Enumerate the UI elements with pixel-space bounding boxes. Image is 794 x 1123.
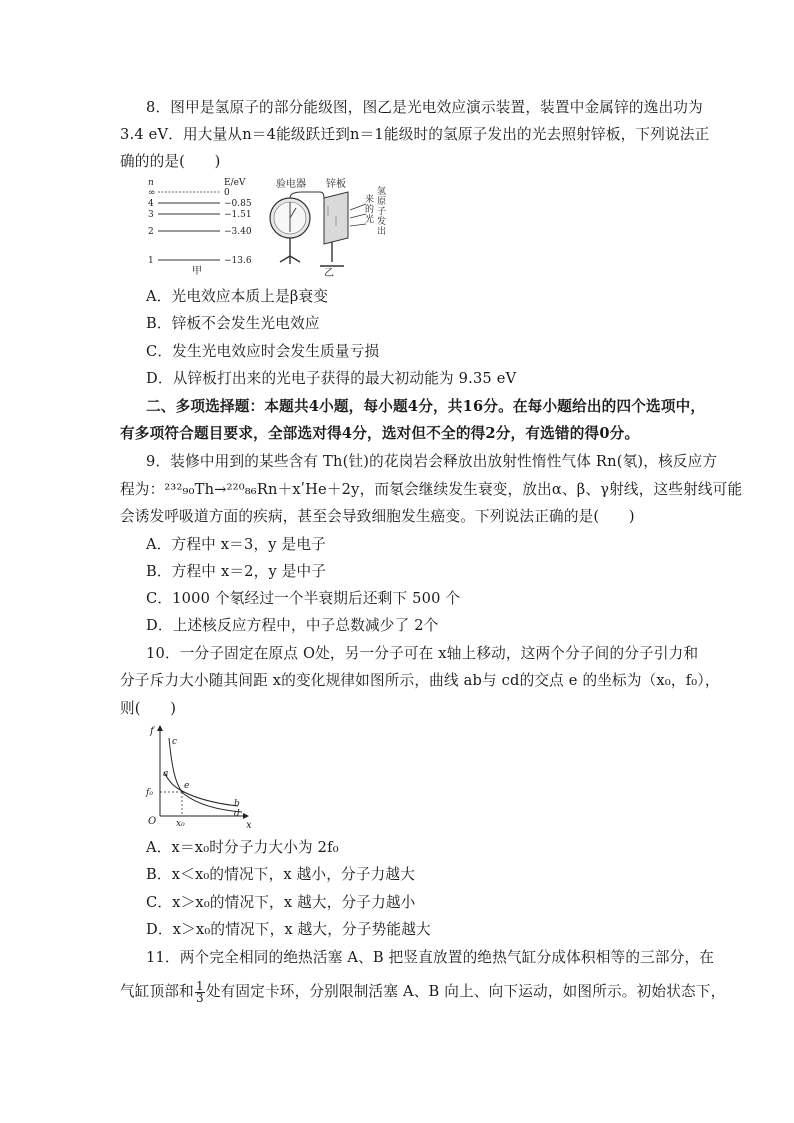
level-n-3: 3 [148,210,154,220]
q9-option-b: B．方程中 x＝2，y 是中子 [146,563,327,580]
level-e-4: −0.85 [224,199,252,209]
zinc-plate-label: 锌板 [326,179,346,190]
curve-cd [169,738,242,812]
n-axis-label: n [148,178,154,188]
level-n-2: 2 [148,227,154,237]
molecular-force-graph [142,720,254,830]
q8-stem-line2: 3.4 eV．用大量从n＝4能级跃迁到n＝1能级时的氢原子发出的光去照射锌板，下列说法正 [120,126,710,143]
light-label-1c: 光 [365,215,375,225]
q10-stem-line1: 10．一分子固定在原点 O处，另一分子可在 x轴上移动，这两个分子间的分子引力和 [146,645,699,662]
fig-jia-caption: 甲 [192,266,202,276]
label-e: e [184,781,190,791]
electroscope-label: 验电器 [276,179,306,190]
q11-stem-line2 [120,980,725,1004]
q8-option-a: A．光电效应本质上是β衰变 [146,288,329,305]
q8-stem-line1: 8．图甲是氢原子的部分能级图，图乙是光电效应演示装置，装置中金属锌的逸出功为 [146,99,703,116]
fraction-one-third [195,978,205,1005]
q10-option-d: D．x＞x₀的情况下，x 越大，分子势能越大 [146,921,431,938]
q9-option-c: C．1000 个氡经过一个半衰期后还剩下 500 个 [146,590,461,607]
q8-option-c: C．发生光电效应时会发生质量亏损 [146,343,380,360]
q11-line2-pre: 气缸顶部和 [120,983,194,1000]
level-e-3: −1.51 [224,210,252,220]
level-n-1: 1 [148,256,154,266]
label-c: c [172,737,178,747]
photoelectric-apparatus [262,176,392,278]
q9-option-a: A．方程中 x＝3，y 是电子 [146,536,326,553]
label-x0: x₀ [176,819,185,829]
q8-stem-line3: 确的的是( ) [120,153,221,170]
section2-line2: 有多项符合题目要求，全部选对得4分，选对但不全的得2分，有选错的得0分。 [120,425,640,442]
level-e-inf: 0 [224,188,230,198]
y-axis-label: f [150,726,154,737]
light-label-2c: 子 [377,207,387,217]
level-n-4: 4 [148,199,154,209]
fraction-numerator: 1 [195,978,204,993]
x-axis-label: x [246,820,252,830]
q9-stem-line3: 会诱发呼吸道方面的疾病，甚至会导致细胞发生癌变。下列说法正确的是( ) [120,508,635,525]
fig-yi-caption: 乙 [324,268,334,278]
label-d: d [234,809,240,819]
q11-line2-post: 处有固定卡环，分别限制活塞 A、B 向上、向下运动，如图所示。初始状态下， [205,983,726,1000]
q9-option-d: D．上述核反应方程中，中子总数减少了 2个 [146,617,439,634]
q10-stem-line2: 分子斥力大小随其间距 x的变化规律如图所示，曲线 ab与 cd的交点 e 的坐标为（x₀，f₀）， [120,672,720,689]
light-label-1b: 的 [365,205,375,215]
fraction-denominator: 3 [195,990,204,1005]
light-label-2d: 发 [377,217,387,227]
q10-option-b: B．x＜x₀的情况下，x 越小，分子力越大 [146,866,416,883]
q10-option-a: A．x＝x₀时分子力大小为 2f₀ [146,839,339,856]
level-n-inf: ∞ [148,188,156,198]
energy-axis-label: E/eV [224,178,246,188]
q11-stem-line1: 11．两个完全相同的绝热活塞 A、B 把竖直放置的绝热气缸分成体积相等的三部分，在 [146,949,715,966]
q9-stem-line2: 程为：²³²₉₀Th→²²⁰₈₆Rn＋xʹHe＋2y，而氡会继续发生衰变，放出α、β、γ射线，这些射线可能 [120,481,743,498]
q8-option-d: D．从锌板打出来的光电子获得的最大初动能为 9.35 eV [146,370,517,387]
q10-option-c: C．x＞x₀的情况下，x 越大，分子力越小 [146,894,416,911]
light-label-2a: 氢 [377,187,387,197]
origin-label: O [148,816,157,827]
q8-option-b: B．锌板不会发生光电效应 [146,315,320,332]
q10-stem-line3: 则( ) [120,700,177,717]
q9-stem-line1: 9．装修中用到的某些含有 Th(钍)的花岗岩会释放出放射性惰性气体 Rn(氡)，核反应方 [146,453,718,470]
level-e-1: −13.6 [224,256,252,266]
level-e-2: −3.40 [224,227,252,237]
section2-line1: 二、多项选择题：本题共4小题，每小题4分，共16分。在每小题给出的四个选项中， [146,398,706,415]
light-label-1a: 来 [365,195,375,205]
label-b: b [234,799,240,809]
light-label-2b: 原 [377,197,387,207]
energy-level-diagram [140,176,260,276]
label-a: a [163,769,169,779]
label-f0: f₀ [146,788,153,798]
light-label-2e: 出 [377,227,387,237]
